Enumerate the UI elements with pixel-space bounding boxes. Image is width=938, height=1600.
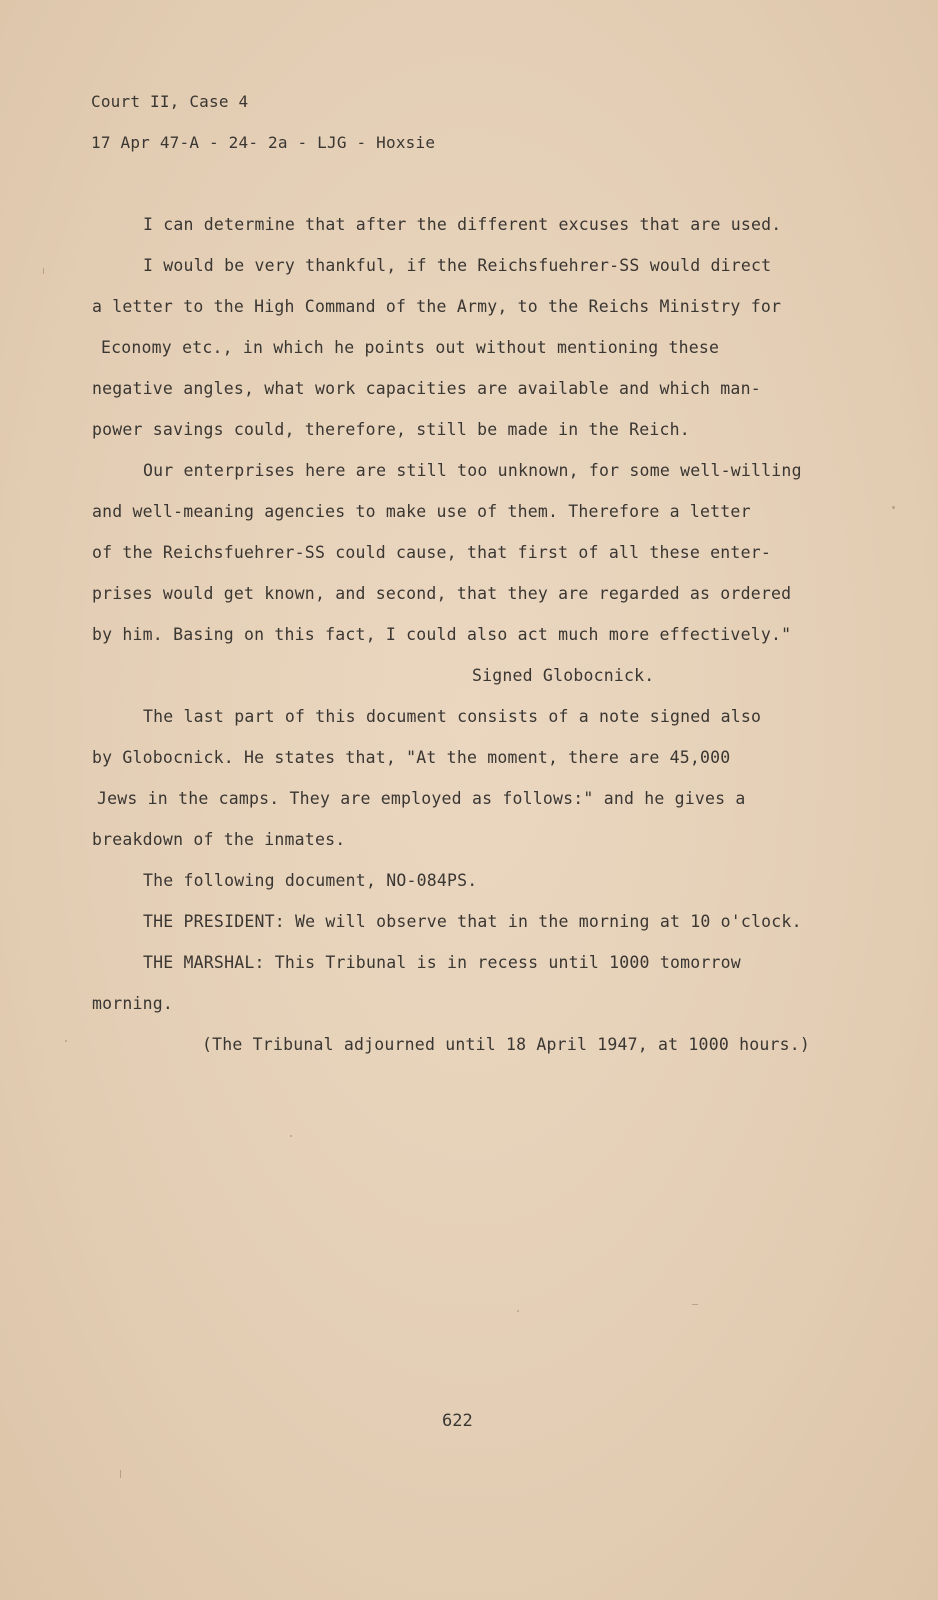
body-line: Jews in the camps. They are employed as follows:" and he gives a [97, 789, 746, 808]
body-line: of the Reichsfuehrer-SS could cause, that first of all these enter- [92, 543, 771, 562]
body-line: and well-meaning agencies to make use of them. Therefore a letter [92, 502, 751, 521]
body-line: by Globocnick. He states that, "At the moment, there are 45,000 [92, 748, 731, 767]
paper-speck [65, 1040, 67, 1042]
body-line: morning. [92, 994, 174, 1013]
body-line: a letter to the High Command of the Army, to the Reichs Ministry for [92, 297, 782, 316]
body-line: The last part of this document consists of a note signed also [143, 707, 762, 726]
paper-speck [290, 1135, 292, 1137]
signature-line: Signed Globocnick. [472, 666, 655, 685]
paper-speck [892, 506, 895, 509]
paper-speck [692, 1304, 698, 1305]
paper-speck [120, 1470, 121, 1478]
body-line: I would be very thankful, if the Reichsfuehrer-SS would direct [143, 256, 772, 275]
case-header: Court II, Case 4 [91, 92, 249, 111]
body-line: breakdown of the inmates. [92, 830, 346, 849]
adjournment-note: (The Tribunal adjourned until 18 April 1947, at 1000 hours.) [202, 1035, 811, 1054]
session-reference: 17 Apr 47-A - 24- 2a - LJG - Hoxsie [91, 133, 436, 152]
marshal-statement: THE MARSHAL: This Tribunal is in recess until 1000 tomorrow [143, 953, 741, 972]
body-line: negative angles, what work capacities are available and which man- [92, 379, 761, 398]
page-number: 622 [442, 1411, 473, 1431]
body-line: prises would get known, and second, that they are regarded as ordered [92, 584, 792, 603]
body-line: Our enterprises here are still too unknown, for some well-willing [143, 461, 802, 480]
body-line: I can determine that after the different excuses that are used. [143, 215, 782, 234]
paper-speck [517, 1310, 519, 1312]
president-statement: THE PRESIDENT: We will observe that in the morning at 10 o'clock. [143, 912, 802, 931]
body-line: power savings could, therefore, still be made in the Reich. [92, 420, 690, 439]
paper-speck [43, 268, 44, 274]
body-line: by him. Basing on this fact, I could also act much more effectively." [92, 625, 792, 644]
body-line: The following document, NO-084PS. [143, 871, 478, 890]
body-line: Economy etc., in which he points out without mentioning these [101, 338, 720, 357]
